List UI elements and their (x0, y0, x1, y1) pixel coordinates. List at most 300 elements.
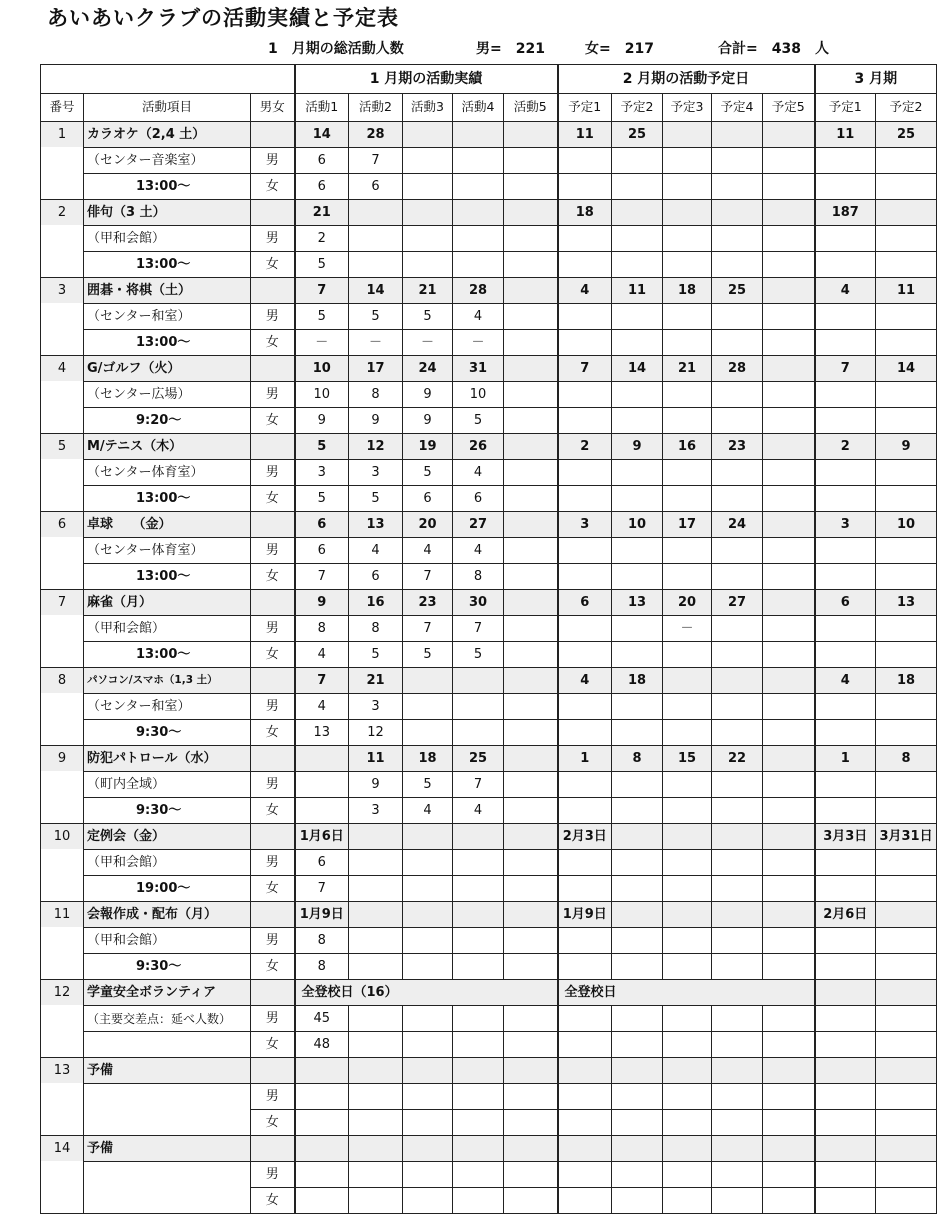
summary-male-count: 男= 221 (476, 41, 545, 57)
plan3-blank-cell (815, 252, 876, 278)
blank-cell (876, 1162, 937, 1188)
plan2-blank-cell (763, 408, 815, 434)
number-blank (41, 928, 84, 954)
plan2-date-cell: 15 (663, 746, 712, 772)
blank-cell (295, 1058, 349, 1084)
actual-date-cell: 27 (453, 512, 504, 538)
actual-date-cell (504, 824, 558, 850)
plan2-blank-cell (763, 850, 815, 876)
male-count-row (41, 1006, 937, 1032)
spare-row (41, 1058, 937, 1084)
plan2-blank-cell (558, 538, 612, 564)
name-blank (84, 1110, 251, 1136)
plan2-blank-cell (612, 772, 663, 798)
actual-date-cell (403, 902, 453, 928)
gender-female: 女 (251, 876, 295, 902)
plan2-date-cell (763, 590, 815, 616)
female-count-cell: 48 (295, 1032, 349, 1058)
column-header-7: 活動4 (453, 94, 504, 122)
plan2-date-cell: 4 (558, 278, 612, 304)
male-count-cell: 8 (295, 928, 349, 954)
activity-number: 10 (41, 824, 84, 850)
activity-number: 8 (41, 668, 84, 694)
female-count-cell (403, 954, 453, 980)
plan2-blank-cell (663, 330, 712, 356)
plan2-date-cell: 3 (558, 512, 612, 538)
blank-cell (558, 1084, 612, 1110)
actual-date-cell: 16 (349, 590, 403, 616)
male-count-row (41, 928, 937, 954)
female-count-cell: 6 (349, 564, 403, 590)
blank-cell (663, 1058, 712, 1084)
plan2-blank-cell (663, 408, 712, 434)
blank-cell (504, 1162, 558, 1188)
actual-date-cell: 19 (403, 434, 453, 460)
actual-date-cell (295, 746, 349, 772)
female-count-cell (403, 174, 453, 200)
plan2-blank-cell (663, 642, 712, 668)
male-count-cell (403, 226, 453, 252)
blank-cell (876, 1136, 937, 1162)
female-count-cell: － (349, 330, 403, 356)
activity-row (41, 746, 937, 772)
plan3-blank-cell (876, 148, 937, 174)
blank-cell (763, 1162, 815, 1188)
activity-location: （センター和室） (84, 304, 251, 330)
plan2-blank-cell (663, 928, 712, 954)
blank-cell (504, 1136, 558, 1162)
blank-cell (712, 1058, 763, 1084)
plan2-date-cell (763, 668, 815, 694)
blank-cell (763, 1136, 815, 1162)
male-count-cell (295, 772, 349, 798)
blank-cell (349, 1084, 403, 1110)
gender-male: 男 (251, 616, 295, 642)
female-count-cell (504, 876, 558, 902)
female-count-cell: 5 (295, 252, 349, 278)
female-count-cell: 7 (295, 564, 349, 590)
actual-date-cell (453, 902, 504, 928)
gender-male: 男 (251, 460, 295, 486)
number-blank (41, 408, 84, 434)
plan2-blank-cell (612, 850, 663, 876)
actual-date-cell: 24 (403, 356, 453, 382)
actual-date-cell: 11 (349, 746, 403, 772)
activity-row (41, 980, 937, 1006)
gender-female: 女 (251, 1032, 295, 1058)
gender-blank (251, 200, 295, 226)
activity-row (41, 512, 937, 538)
plan2-blank-cell (712, 876, 763, 902)
female-count-cell: 6 (349, 174, 403, 200)
gender-male: 男 (251, 1006, 295, 1032)
blank-cell (763, 1110, 815, 1136)
gender-female: 女 (251, 408, 295, 434)
male-count-cell (453, 694, 504, 720)
plan2-blank-cell (612, 1006, 663, 1032)
male-count-cell: 8 (295, 616, 349, 642)
male-count-cell (504, 460, 558, 486)
plan2-blank-cell (763, 538, 815, 564)
activity-name: 予備 (84, 1058, 251, 1084)
plan2-date-cell (663, 824, 712, 850)
plan2-blank-cell (712, 772, 763, 798)
plan2-blank-cell (663, 304, 712, 330)
plan3-date-cell: 2月6日 (815, 902, 876, 928)
male-count-cell (504, 850, 558, 876)
plan3-blank-cell (876, 304, 937, 330)
blank-cell (349, 1162, 403, 1188)
male-count-row (41, 226, 937, 252)
plan2-date-cell (712, 824, 763, 850)
plan2-blank-cell (663, 1032, 712, 1058)
actual-date-cell (453, 824, 504, 850)
blank-cell (612, 1136, 663, 1162)
plan2-blank-cell (763, 382, 815, 408)
plan2-date-cell (763, 122, 815, 148)
plan3-date-cell: 9 (876, 434, 937, 460)
gender-blank (251, 824, 295, 850)
male-count-cell: 3 (295, 460, 349, 486)
gender-blank (251, 902, 295, 928)
number-blank (41, 330, 84, 356)
activity-location: （主要交差点：延べ人数） (84, 1006, 251, 1032)
actual-date-cell: 28 (349, 122, 403, 148)
male-count-cell: 7 (403, 616, 453, 642)
female-count-row (41, 252, 937, 278)
blank-cell (663, 1084, 712, 1110)
blank-cell (663, 1136, 712, 1162)
female-count-row (41, 564, 937, 590)
actual-date-cell (453, 668, 504, 694)
plan2-blank-cell (612, 954, 663, 980)
female-count-row (41, 408, 937, 434)
number-blank (41, 772, 84, 798)
female-count-cell (504, 252, 558, 278)
blank-cell (504, 1110, 558, 1136)
female-count-cell: 8 (295, 954, 349, 980)
actual-date-cell (453, 200, 504, 226)
plan2-blank-cell (558, 382, 612, 408)
male-count-cell: 3 (349, 460, 403, 486)
plan2-date-cell: 8 (612, 746, 663, 772)
plan2-date-cell (712, 668, 763, 694)
number-blank (41, 1032, 84, 1058)
actual-date-cell: 9 (295, 590, 349, 616)
plan2-blank-cell (712, 148, 763, 174)
plan3-blank-cell (876, 850, 937, 876)
male-count-row (41, 382, 937, 408)
activity-row (41, 278, 937, 304)
female-count-cell (504, 330, 558, 356)
male-count-cell (349, 226, 403, 252)
number-blank (41, 460, 84, 486)
male-count-row (41, 1162, 937, 1188)
plan3-blank-cell (876, 720, 937, 746)
actual-date-cell (504, 668, 558, 694)
blank-cell (558, 1162, 612, 1188)
activity-location: （センター音楽室） (84, 148, 251, 174)
gender-female: 女 (251, 330, 295, 356)
gender-male: 男 (251, 304, 295, 330)
actual-date-cell (403, 668, 453, 694)
plan2-blank-cell (763, 876, 815, 902)
female-count-cell (504, 174, 558, 200)
number-blank (41, 1188, 84, 1214)
female-count-cell (504, 564, 558, 590)
plan2-date-cell: 11 (612, 278, 663, 304)
plan2-blank-cell (712, 1032, 763, 1058)
male-count-cell: 4 (453, 460, 504, 486)
blank-cell (403, 1110, 453, 1136)
male-count-cell: 4 (453, 538, 504, 564)
female-count-row (41, 1188, 937, 1214)
plan2-blank-cell (663, 954, 712, 980)
column-header-8: 活動5 (504, 94, 558, 122)
female-count-cell (349, 876, 403, 902)
plan2-date-cell (612, 200, 663, 226)
activity-name: カラオケ（2,4 土） (84, 122, 251, 148)
activity-location: （甲和会館） (84, 616, 251, 642)
number-blank (41, 616, 84, 642)
plan2-blank-cell (612, 564, 663, 590)
blank-cell (295, 1110, 349, 1136)
actual-date-cell (349, 902, 403, 928)
actual-date-cell (453, 122, 504, 148)
column-header-6: 活動3 (403, 94, 453, 122)
blank-cell (295, 1136, 349, 1162)
male-count-cell (504, 382, 558, 408)
plan2-date-cell: 10 (612, 512, 663, 538)
plan2-blank-cell (663, 772, 712, 798)
blank-cell (612, 1058, 663, 1084)
blank-cell (453, 1162, 504, 1188)
plan2-date-cell: 16 (663, 434, 712, 460)
blank-cell (453, 1136, 504, 1162)
plan3-blank-cell (815, 928, 876, 954)
female-count-row (41, 1032, 937, 1058)
gender-female: 女 (251, 252, 295, 278)
activity-name: 俳句（3 土） (84, 200, 251, 226)
plan2-blank-cell (663, 174, 712, 200)
male-count-cell (403, 148, 453, 174)
female-count-cell: 7 (403, 564, 453, 590)
number-blank (41, 1006, 84, 1032)
plan2-blank-cell (763, 330, 815, 356)
blank-cell (815, 1058, 876, 1084)
column-header-10: 予定2 (612, 94, 663, 122)
plan2-blank-cell (663, 148, 712, 174)
female-count-cell (504, 954, 558, 980)
male-count-cell (504, 304, 558, 330)
plan2-blank-cell (663, 226, 712, 252)
plan2-blank-cell (712, 330, 763, 356)
activity-location: （町内全域） (84, 772, 251, 798)
name-blank (84, 1084, 251, 1110)
actual-date-cell (504, 278, 558, 304)
plan2-blank-cell (663, 876, 712, 902)
plan3-blank-cell (815, 772, 876, 798)
male-count-cell: 2 (295, 226, 349, 252)
plan2-blank-cell (763, 1032, 815, 1058)
blank-cell (663, 1110, 712, 1136)
plan2-blank-cell (612, 928, 663, 954)
plan3-date-cell: 2 (815, 434, 876, 460)
actual-date-cell (504, 746, 558, 772)
actual-date-cell (504, 356, 558, 382)
column-header-11: 予定3 (663, 94, 712, 122)
male-count-cell: 45 (295, 1006, 349, 1032)
plan3-blank-cell (876, 538, 937, 564)
plan2-blank-cell (663, 486, 712, 512)
female-count-cell: 7 (295, 876, 349, 902)
activity-time: 19:00～ (84, 876, 251, 902)
female-count-cell (504, 642, 558, 668)
female-count-cell: 6 (453, 486, 504, 512)
male-count-row (41, 304, 937, 330)
plan2-date-cell: 2月3日 (558, 824, 612, 850)
male-count-cell (504, 694, 558, 720)
gender-blank (251, 746, 295, 772)
male-count-cell: 5 (295, 304, 349, 330)
plan3-blank-cell (876, 694, 937, 720)
plan2-date-cell (763, 902, 815, 928)
female-count-row (41, 174, 937, 200)
actual-span: 全登校日（16） (295, 980, 558, 1006)
plan2-blank-cell (663, 252, 712, 278)
plan3-date-cell: 3 (815, 512, 876, 538)
female-count-cell: 4 (403, 798, 453, 824)
female-count-cell (453, 720, 504, 746)
plan2-blank-cell (763, 252, 815, 278)
number-blank (41, 564, 84, 590)
female-count-cell: 5 (295, 486, 349, 512)
plan2-blank-cell (763, 564, 815, 590)
plan2-blank-cell (663, 538, 712, 564)
male-count-cell: 6 (295, 148, 349, 174)
female-count-cell: 13 (295, 720, 349, 746)
plan2-blank-cell (612, 382, 663, 408)
gender-female: 女 (251, 174, 295, 200)
blank-cell (663, 1162, 712, 1188)
male-count-cell (403, 928, 453, 954)
activity-location: （甲和会館） (84, 226, 251, 252)
male-count-cell: 10 (453, 382, 504, 408)
actual-date-cell (504, 512, 558, 538)
plan2-blank-cell (763, 772, 815, 798)
column-header-4: 活動1 (295, 94, 349, 122)
blank-cell (612, 1188, 663, 1214)
plan2-blank-cell (558, 772, 612, 798)
blank-cell (349, 1188, 403, 1214)
plan2-blank-cell (612, 694, 663, 720)
female-count-cell: 9 (349, 408, 403, 434)
activity-location: （甲和会館） (84, 928, 251, 954)
plan3-blank-cell (876, 330, 937, 356)
plan3-blank-cell (876, 1032, 937, 1058)
blank-cell (453, 1188, 504, 1214)
plan2-date-cell: 24 (712, 512, 763, 538)
plan3-blank-cell (815, 226, 876, 252)
plan2-date-cell: 9 (612, 434, 663, 460)
activity-name: M/テニス（木） (84, 434, 251, 460)
plan2-blank-cell (558, 174, 612, 200)
male-count-cell: 10 (295, 382, 349, 408)
plan3-blank-cell (815, 694, 876, 720)
actual-date-cell: 20 (403, 512, 453, 538)
plan2-date-cell: 1月9日 (558, 902, 612, 928)
activity-time: 9:30～ (84, 954, 251, 980)
plan2-blank-cell (612, 174, 663, 200)
blank-cell (295, 1084, 349, 1110)
plan2-blank-cell (612, 148, 663, 174)
activity-number: 7 (41, 590, 84, 616)
plan3-blank-cell (876, 174, 937, 200)
header-plan2-group: 2 月期の活動予定日 (558, 65, 815, 94)
activity-name: G/ゴルフ（火） (84, 356, 251, 382)
plan2-date-cell (663, 668, 712, 694)
blank-cell (251, 1136, 295, 1162)
gender-female: 女 (251, 954, 295, 980)
plan2-blank-cell (612, 616, 663, 642)
plan3-blank-cell (876, 486, 937, 512)
plan2-blank-cell (558, 252, 612, 278)
actual-date-cell: 13 (349, 512, 403, 538)
gender-female: 女 (251, 720, 295, 746)
activity-time: 13:00～ (84, 564, 251, 590)
plan2-date-cell: 23 (712, 434, 763, 460)
activity-time: 13:00～ (84, 642, 251, 668)
female-count-cell (453, 1032, 504, 1058)
female-count-cell (453, 954, 504, 980)
activity-name: 囲碁・将棋（土） (84, 278, 251, 304)
time-blank (84, 1032, 251, 1058)
plan2-blank-cell (558, 408, 612, 434)
plan3-date-cell: 3月3日 (815, 824, 876, 850)
activity-time: 13:00～ (84, 252, 251, 278)
plan2-blank-cell (663, 850, 712, 876)
plan3-date-cell (876, 200, 937, 226)
gender-female: 女 (251, 1188, 295, 1214)
actual-date-cell: 12 (349, 434, 403, 460)
plan3-date-cell: 4 (815, 668, 876, 694)
name-blank (84, 1188, 251, 1214)
plan2-blank-cell (558, 1006, 612, 1032)
actual-date-cell: 5 (295, 434, 349, 460)
blank-cell (558, 1110, 612, 1136)
plan2-blank-cell (712, 174, 763, 200)
plan3-date-cell: 1 (815, 746, 876, 772)
actual-date-cell: 25 (453, 746, 504, 772)
plan2-blank-cell (712, 538, 763, 564)
female-count-cell: 4 (295, 642, 349, 668)
male-count-cell: 4 (403, 538, 453, 564)
number-blank (41, 1084, 84, 1110)
male-count-cell: 9 (349, 772, 403, 798)
blank-cell (504, 1058, 558, 1084)
blank-cell (558, 1136, 612, 1162)
plan2-date-cell: 28 (712, 356, 763, 382)
actual-date-cell: 21 (349, 668, 403, 694)
gender-blank (251, 980, 295, 1006)
column-header-2: 活動項目 (84, 94, 251, 122)
plan2-blank-cell (612, 642, 663, 668)
activity-number: 4 (41, 356, 84, 382)
female-count-cell: 5 (453, 642, 504, 668)
activity-time: 13:00～ (84, 330, 251, 356)
blank-cell (763, 1188, 815, 1214)
plan3-blank-cell (815, 642, 876, 668)
